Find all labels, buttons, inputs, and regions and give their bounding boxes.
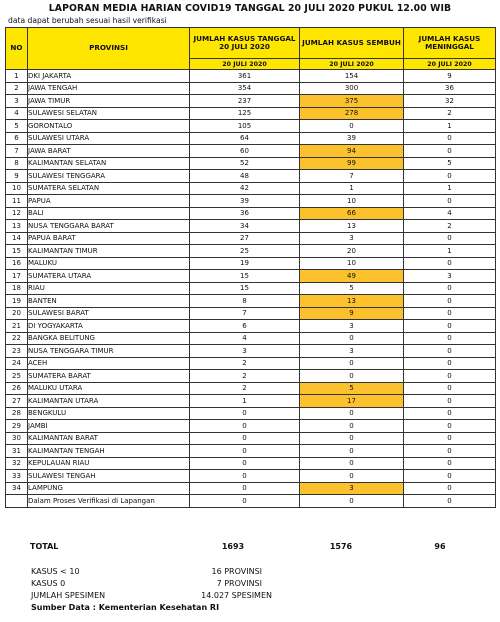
- table-row: [6, 157, 496, 170]
- row-sembuh: 10: [300, 195, 404, 208]
- row-number: 11: [6, 195, 28, 208]
- row-meninggal: 0: [404, 332, 496, 345]
- table-row: [6, 120, 496, 133]
- row-number: 10: [6, 182, 28, 195]
- row-provinsi: PAPUA BARAT: [28, 232, 190, 245]
- row-number: 6: [6, 132, 28, 145]
- row-sembuh: 0: [300, 432, 404, 445]
- row-provinsi: BANTEN: [28, 295, 190, 308]
- row-number: [6, 495, 28, 508]
- row-sembuh: 9: [300, 307, 404, 320]
- table-row: [6, 70, 496, 83]
- row-provinsi: ACEH: [28, 357, 190, 370]
- row-kasus: 34: [190, 220, 300, 233]
- table-row: [6, 95, 496, 108]
- row-provinsi: BALI: [28, 207, 190, 220]
- row-sembuh: 154: [300, 70, 404, 83]
- row-number: 19: [6, 295, 28, 308]
- row-meninggal: 2: [404, 220, 496, 233]
- row-provinsi: KEPULAUAN RIAU: [28, 457, 190, 470]
- row-provinsi: LAMPUNG: [28, 482, 190, 495]
- row-meninggal: 3: [404, 270, 496, 283]
- row-sembuh: 3: [300, 232, 404, 245]
- table-row: [6, 220, 496, 233]
- row-sembuh: 17: [300, 395, 404, 408]
- row-sembuh: 10: [300, 257, 404, 270]
- table-row: [6, 320, 496, 333]
- row-kasus: 361: [190, 70, 300, 83]
- row-meninggal: 0: [404, 445, 496, 458]
- row-number: 5: [6, 120, 28, 133]
- row-kasus: 3: [190, 345, 300, 358]
- data-source: Sumber Data : Kementerian Kesehatan RI: [31, 603, 220, 612]
- row-kasus: 0: [190, 432, 300, 445]
- row-sembuh: 39: [300, 132, 404, 145]
- row-sembuh: 0: [300, 445, 404, 458]
- row-meninggal: 0: [404, 320, 496, 333]
- row-meninggal: 0: [404, 132, 496, 145]
- row-meninggal: 0: [404, 295, 496, 308]
- row-kasus: 64: [190, 132, 300, 145]
- total-label: TOTAL: [30, 542, 59, 551]
- row-number: 34: [6, 482, 28, 495]
- row-sembuh: 49: [300, 270, 404, 283]
- row-meninggal: 36: [404, 82, 496, 95]
- row-meninggal: 0: [404, 170, 496, 183]
- summary-label-spesimen: JUMLAH SPESIMEN: [31, 591, 106, 600]
- table-row: [6, 482, 496, 495]
- table-row: [6, 282, 496, 295]
- row-number: 28: [6, 407, 28, 420]
- header-date-kasus: 20 JULI 2020: [190, 59, 300, 70]
- header-date-sembuh: 20 JULI 2020: [300, 59, 404, 70]
- table-row: [6, 107, 496, 120]
- table-row: [6, 232, 496, 245]
- row-sembuh: 0: [300, 495, 404, 508]
- row-meninggal: 0: [404, 232, 496, 245]
- report-subtitle: data dapat berubah sesuai hasil verifikasi: [8, 16, 167, 25]
- row-kasus: 0: [190, 420, 300, 433]
- row-number: 3: [6, 95, 28, 108]
- row-meninggal: 32: [404, 95, 496, 108]
- table-row: [6, 370, 496, 383]
- table-row: [6, 382, 496, 395]
- table-row: [6, 395, 496, 408]
- row-kasus: 25: [190, 245, 300, 258]
- row-number: 13: [6, 220, 28, 233]
- row-meninggal: 1: [404, 120, 496, 133]
- row-sembuh: 66: [300, 207, 404, 220]
- row-sembuh: 375: [300, 95, 404, 108]
- row-provinsi: DKI JAKARTA: [28, 70, 190, 83]
- row-sembuh: 3: [300, 320, 404, 333]
- table-row: [6, 407, 496, 420]
- row-meninggal: 0: [404, 307, 496, 320]
- row-number: 15: [6, 245, 28, 258]
- row-meninggal: 0: [404, 382, 496, 395]
- row-sembuh: 0: [300, 357, 404, 370]
- row-provinsi: NUSA TENGGARA BARAT: [28, 220, 190, 233]
- summary-value-kasus-0: 7 PROVINSI: [216, 579, 262, 588]
- row-meninggal: 2: [404, 107, 496, 120]
- row-kasus: 15: [190, 270, 300, 283]
- table-row: [6, 457, 496, 470]
- row-sembuh: 99: [300, 157, 404, 170]
- table-row: [6, 245, 496, 258]
- row-number: 32: [6, 457, 28, 470]
- row-provinsi: BANGKA BELITUNG: [28, 332, 190, 345]
- row-sembuh: 7: [300, 170, 404, 183]
- row-number: 16: [6, 257, 28, 270]
- row-kasus: 15: [190, 282, 300, 295]
- row-sembuh: 0: [300, 407, 404, 420]
- row-meninggal: 0: [404, 345, 496, 358]
- row-kasus: 19: [190, 257, 300, 270]
- row-sembuh: 5: [300, 382, 404, 395]
- row-number: 23: [6, 345, 28, 358]
- row-number: 17: [6, 270, 28, 283]
- row-kasus: 125: [190, 107, 300, 120]
- table-row: [6, 170, 496, 183]
- row-number: 24: [6, 357, 28, 370]
- total-sembuh: 1576: [329, 542, 353, 551]
- covid-case-table: [5, 27, 496, 508]
- row-kasus: 0: [190, 407, 300, 420]
- table-row: [6, 295, 496, 308]
- row-number: 21: [6, 320, 28, 333]
- row-kasus: 6: [190, 320, 300, 333]
- report-title: LAPORAN MEDIA HARIAN COVID19 TANGGAL 20 JULI 2020 PUKUL 12.00 WIB: [48, 3, 452, 14]
- row-number: 2: [6, 82, 28, 95]
- row-kasus: 7: [190, 307, 300, 320]
- row-provinsi: SULAWESI TENGAH: [28, 470, 190, 483]
- row-provinsi: KALIMANTAN TENGAH: [28, 445, 190, 458]
- row-number: 12: [6, 207, 28, 220]
- row-provinsi: MALUKU: [28, 257, 190, 270]
- row-provinsi: SUMATERA UTARA: [28, 270, 190, 283]
- row-provinsi: KALIMANTAN SELATAN: [28, 157, 190, 170]
- row-provinsi: SULAWESI TENGGARA: [28, 170, 190, 183]
- row-kasus: 237: [190, 95, 300, 108]
- row-meninggal: 0: [404, 495, 496, 508]
- table-row: [6, 182, 496, 195]
- row-sembuh: 13: [300, 295, 404, 308]
- row-kasus: 4: [190, 332, 300, 345]
- row-meninggal: 0: [404, 482, 496, 495]
- row-meninggal: 0: [404, 145, 496, 158]
- summary-value-kasus-lt10: 16 PROVINSI: [211, 567, 262, 576]
- header-provinsi: PROVINSI: [28, 28, 190, 70]
- table-row: [6, 207, 496, 220]
- row-sembuh: 94: [300, 145, 404, 158]
- row-provinsi: KALIMANTAN BARAT: [28, 432, 190, 445]
- row-number: 25: [6, 370, 28, 383]
- row-sembuh: 0: [300, 420, 404, 433]
- row-provinsi: SUMATERA BARAT: [28, 370, 190, 383]
- row-number: 22: [6, 332, 28, 345]
- table-row: [6, 132, 496, 145]
- row-sembuh: 300: [300, 82, 404, 95]
- row-sembuh: 13: [300, 220, 404, 233]
- row-provinsi: NUSA TENGGARA TIMUR: [28, 345, 190, 358]
- row-number: 18: [6, 282, 28, 295]
- table-row: [6, 270, 496, 283]
- summary-label-kasus-lt10: KASUS < 10: [31, 567, 80, 576]
- table-row: [6, 345, 496, 358]
- row-sembuh: 20: [300, 245, 404, 258]
- row-sembuh: 0: [300, 120, 404, 133]
- row-number: 14: [6, 232, 28, 245]
- row-kasus: 0: [190, 495, 300, 508]
- row-meninggal: 0: [404, 432, 496, 445]
- row-kasus: 2: [190, 370, 300, 383]
- row-number: 33: [6, 470, 28, 483]
- row-provinsi: DI YOGYAKARTA: [28, 320, 190, 333]
- row-kasus: 105: [190, 120, 300, 133]
- row-provinsi: KALIMANTAN UTARA: [28, 395, 190, 408]
- row-number: 29: [6, 420, 28, 433]
- table-row: [6, 445, 496, 458]
- row-provinsi: SUMATERA SELATAN: [28, 182, 190, 195]
- row-meninggal: 4: [404, 207, 496, 220]
- row-meninggal: 9: [404, 70, 496, 83]
- row-sembuh: 278: [300, 107, 404, 120]
- table-row: [6, 332, 496, 345]
- row-kasus: 36: [190, 207, 300, 220]
- table-row: [6, 307, 496, 320]
- row-sembuh: 0: [300, 332, 404, 345]
- row-meninggal: 0: [404, 407, 496, 420]
- row-kasus: 8: [190, 295, 300, 308]
- row-sembuh: 5: [300, 282, 404, 295]
- row-provinsi: JAWA TENGAH: [28, 82, 190, 95]
- row-provinsi: JAWA BARAT: [28, 145, 190, 158]
- row-meninggal: 0: [404, 357, 496, 370]
- row-provinsi: SULAWESI SELATAN: [28, 107, 190, 120]
- table-row: [6, 195, 496, 208]
- row-kasus: 39: [190, 195, 300, 208]
- row-meninggal: 0: [404, 470, 496, 483]
- row-provinsi: Dalam Proses Verifikasi di Lapangan: [28, 495, 190, 508]
- row-kasus: 0: [190, 482, 300, 495]
- table-row: [6, 257, 496, 270]
- row-number: 26: [6, 382, 28, 395]
- row-sembuh: 0: [300, 470, 404, 483]
- row-kasus: 354: [190, 82, 300, 95]
- table-row: [6, 82, 496, 95]
- row-number: 31: [6, 445, 28, 458]
- row-meninggal: 0: [404, 195, 496, 208]
- row-provinsi: SULAWESI BARAT: [28, 307, 190, 320]
- header-kasus: JUMLAH KASUS TANGGAL 20 JULI 2020: [190, 28, 300, 59]
- row-kasus: 1: [190, 395, 300, 408]
- row-number: 9: [6, 170, 28, 183]
- row-number: 1: [6, 70, 28, 83]
- total-meninggal: 96: [434, 542, 446, 551]
- header-date-meninggal: 20 JULI 2020: [404, 59, 496, 70]
- row-meninggal: 1: [404, 182, 496, 195]
- row-kasus: 27: [190, 232, 300, 245]
- row-sembuh: 1: [300, 182, 404, 195]
- row-meninggal: 0: [404, 457, 496, 470]
- row-kasus: 0: [190, 470, 300, 483]
- row-provinsi: JAWA TIMUR: [28, 95, 190, 108]
- table-row: [6, 432, 496, 445]
- header-meninggal: JUMLAH KASUS MENINGGAL: [404, 28, 496, 59]
- row-meninggal: 0: [404, 257, 496, 270]
- row-kasus: 2: [190, 382, 300, 395]
- row-number: 27: [6, 395, 28, 408]
- row-provinsi: RIAU: [28, 282, 190, 295]
- row-number: 30: [6, 432, 28, 445]
- row-sembuh: 3: [300, 345, 404, 358]
- row-provinsi: SULAWESI UTARA: [28, 132, 190, 145]
- header-sembuh: JUMLAH KASUS SEMBUH: [300, 28, 404, 59]
- row-provinsi: BENGKULU: [28, 407, 190, 420]
- row-kasus: 42: [190, 182, 300, 195]
- row-number: 4: [6, 107, 28, 120]
- row-number: 8: [6, 157, 28, 170]
- row-meninggal: 0: [404, 282, 496, 295]
- row-kasus: 52: [190, 157, 300, 170]
- row-kasus: 0: [190, 445, 300, 458]
- row-sembuh: 3: [300, 482, 404, 495]
- row-provinsi: JAMBI: [28, 420, 190, 433]
- row-kasus: 0: [190, 457, 300, 470]
- row-provinsi: MALUKU UTARA: [28, 382, 190, 395]
- row-meninggal: 5: [404, 157, 496, 170]
- row-kasus: 2: [190, 357, 300, 370]
- header-no: NO: [6, 28, 28, 70]
- row-meninggal: 0: [404, 370, 496, 383]
- row-kasus: 48: [190, 170, 300, 183]
- table-row: [6, 470, 496, 483]
- table-row: [6, 495, 496, 508]
- table-row: [6, 145, 496, 158]
- row-sembuh: 0: [300, 457, 404, 470]
- total-kasus: 1693: [221, 542, 245, 551]
- row-number: 7: [6, 145, 28, 158]
- row-provinsi: GORONTALO: [28, 120, 190, 133]
- row-number: 20: [6, 307, 28, 320]
- row-sembuh: 0: [300, 370, 404, 383]
- summary-label-kasus-0: KASUS 0: [31, 579, 66, 588]
- row-provinsi: PAPUA: [28, 195, 190, 208]
- row-provinsi: KALIMANTAN TIMUR: [28, 245, 190, 258]
- row-kasus: 60: [190, 145, 300, 158]
- row-meninggal: 0: [404, 395, 496, 408]
- summary-value-spesimen: 14.027 SPESIMEN: [201, 591, 272, 600]
- table-row: [6, 357, 496, 370]
- row-meninggal: 0: [404, 420, 496, 433]
- table-row: [6, 420, 496, 433]
- row-meninggal: 1: [404, 245, 496, 258]
- table-body: [6, 70, 496, 508]
